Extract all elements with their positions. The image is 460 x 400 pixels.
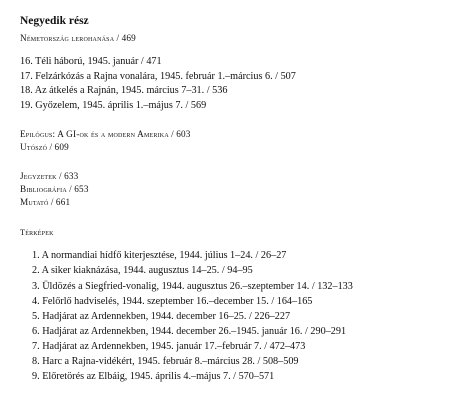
list-item (32, 263, 450, 278)
map-number: 7. (32, 340, 40, 352)
page-number: 609 (54, 142, 69, 153)
list-item (32, 324, 450, 339)
map-number: 1. (32, 250, 40, 262)
map-number: 2. (32, 265, 40, 277)
chapter-title: Az átkelés a Rajnán, 1945. március 7–31. (34, 85, 205, 97)
map-number: 9. (32, 371, 40, 383)
list-item (20, 84, 450, 99)
page-number: 507 (280, 70, 296, 82)
separator: / (248, 310, 252, 322)
maps-heading: Térképek (20, 228, 54, 238)
list-item (32, 354, 450, 369)
map-title: Hadjárat az Ardennekben, 1944. december 26.–1945. január 16. (42, 325, 303, 337)
section-label: Mutató (20, 197, 49, 208)
page-number: 661 (55, 197, 71, 208)
list-item (32, 339, 450, 354)
list-item (20, 70, 450, 85)
page-number: 569 (190, 99, 207, 111)
chapter-number: 18. (20, 85, 33, 97)
chapter-title: Téli háború, 1945. január (35, 56, 139, 67)
page-number: 633 (64, 171, 79, 182)
chapter-number: 16. (20, 56, 33, 67)
map-number: 3. (32, 280, 40, 292)
separator: / (311, 280, 315, 292)
chapter-title: Felzárkózás a Rajna vonalára, 1945. február 1.–március 6. (35, 70, 273, 82)
map-title: Hadjárat az Ardennekben, 1945. január 17.–február 7. (42, 340, 262, 352)
page-number: 570–571 (238, 371, 275, 383)
separator: / (233, 371, 237, 383)
chapter-number: 17. (20, 70, 33, 82)
separator: / (257, 356, 261, 368)
section-label: Bibliográfia (20, 184, 67, 195)
separator: / (49, 142, 53, 153)
page-number: 508–509 (262, 356, 299, 368)
section-label: Utószó (20, 142, 48, 153)
page-number: 469 (121, 33, 136, 43)
page-number: 536 (212, 85, 228, 97)
page-number: 132–133 (317, 280, 353, 292)
part-title: Negyedik rész (20, 15, 89, 27)
map-title: Üldözés a Siegfried-vonalig, 1944. augusztus 26.–szeptember 14. (42, 280, 310, 292)
section-label: Epilógus: A GI-ok és a modern Amerika (20, 129, 169, 140)
page-number: 472–473 (269, 340, 306, 352)
list-item (32, 279, 450, 294)
page-number: 26–27 (260, 250, 287, 262)
separator: / (59, 171, 62, 182)
part-subtitle-label: Németország lerohanása (20, 33, 115, 43)
section-label: Jegyzetek (20, 171, 57, 182)
map-title: Harc a Rajna-vidékért, 1945. február 8.–március 28. (42, 356, 255, 368)
separator: / (185, 99, 189, 111)
chapter-title: Győzelem, 1945. április 1.–május 7. (35, 99, 183, 111)
chapter-list (20, 55, 450, 113)
list-item (32, 309, 450, 324)
separator: / (69, 184, 72, 195)
list-item (20, 141, 450, 154)
page-number: 653 (74, 184, 89, 195)
map-title: Hadjárat az Ardennekben, 1944. december 16–25. (42, 310, 247, 322)
map-number: 8. (32, 356, 40, 368)
list-item (20, 196, 450, 209)
list-item (20, 183, 450, 196)
separator: / (221, 265, 225, 277)
map-number: 6. (32, 325, 40, 337)
list-item (32, 294, 450, 309)
list-item (20, 128, 450, 141)
separator: / (275, 70, 279, 82)
separator: / (264, 340, 268, 352)
separator: / (271, 295, 275, 307)
back-matter-group-2 (20, 170, 450, 209)
part-subtitle (20, 32, 450, 45)
page-number: 471 (146, 56, 162, 67)
map-number: 5. (32, 310, 40, 322)
page-number: 290–291 (310, 325, 347, 337)
separator: / (171, 129, 174, 140)
list-item (20, 170, 450, 183)
map-number: 4. (32, 295, 40, 307)
page-number: 94–95 (227, 265, 253, 277)
map-title: A siker kiaknázása, 1944. augusztus 14–25. (41, 265, 220, 277)
page-number: 164–165 (276, 295, 313, 307)
list-item (20, 55, 450, 70)
separator: / (255, 250, 259, 262)
separator: / (116, 33, 120, 43)
separator: / (50, 197, 54, 208)
list-item (20, 99, 450, 114)
list-item (32, 248, 450, 263)
page-number: 603 (176, 129, 191, 140)
maps-list (32, 248, 450, 384)
list-item (32, 369, 450, 384)
chapter-number: 19. (20, 99, 33, 111)
separator: / (206, 85, 210, 97)
map-title: A normandiai hídfő kiterjesztése, 1944. július 1–24. (41, 250, 253, 262)
page-number: 226–227 (254, 310, 291, 322)
separator: / (305, 325, 308, 337)
separator: / (140, 56, 144, 67)
map-title: Előretörés az Elbáig, 1945. április 4.–május 7. (42, 371, 231, 383)
table-of-contents (20, 14, 450, 384)
back-matter-group-1 (20, 128, 450, 154)
map-title: Felőrlő hadviselés, 1944. szeptember 16.–december 15. (42, 295, 269, 307)
